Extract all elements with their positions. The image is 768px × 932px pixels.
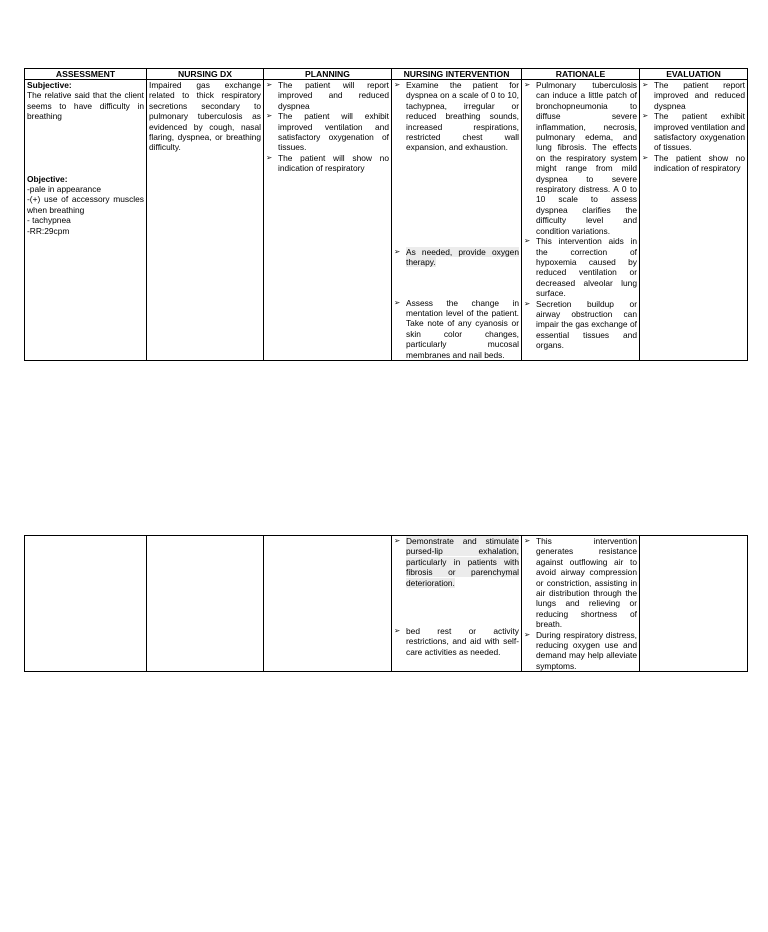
objective-item: -pale in appearance — [27, 184, 102, 195]
intervention-cell — [392, 536, 522, 672]
assessment-cell — [25, 536, 147, 672]
intervention-list — [394, 536, 519, 657]
planning-cell — [264, 536, 392, 672]
objective-item: -(+) use of accessory muscles when breathing — [27, 194, 144, 215]
intervention-item: ➢ Examine the patient for dyspnea on a scale of 0 to 10, tachypnea, irregular or reduced breathing sounds, increased respirations, restricted chest wall expansion, and exhaustion. — [394, 80, 519, 153]
intervention-item: ➢ As needed, provide oxygen therapy. — [394, 247, 519, 268]
rationale-cell — [522, 80, 640, 361]
evaluation-item: ➢ The patient show no indication of respiratory — [642, 153, 745, 174]
objective-item: -RR:29cpm — [27, 225, 70, 236]
evaluation-item: ➢ The patient exhibit improved ventilation and satisfactory oxygenation of tissues. — [642, 111, 745, 153]
objective-item: - tachypnea — [27, 215, 71, 226]
header-nursing-intervention: NURSING INTERVENTION — [392, 69, 522, 80]
objective-label: Objective: — [27, 173, 68, 184]
evaluation-cell — [640, 536, 748, 672]
intervention-item: ➢ Assess the change in mentation level of the patient. Take note of any cyanosis or skin color changes, particularly mucosal membranes and nail beds. — [394, 298, 519, 360]
nursing-dx-cell — [147, 80, 264, 361]
header-row — [25, 69, 748, 80]
intervention-cell — [392, 80, 522, 361]
header-nursing-dx: NURSING DX — [147, 69, 264, 80]
header-rationale: RATIONALE — [522, 69, 640, 80]
planning-cell — [264, 80, 392, 361]
care-plan-table-1 — [24, 68, 748, 361]
assessment-cell — [25, 80, 147, 361]
planning-item: ➢ The patient will exhibit improved ventilation and satisfactory oxygenation of tissues. — [266, 111, 389, 153]
evaluation-item: ➢ The patient report improved and reduced dyspnea — [642, 80, 745, 111]
content-row — [25, 536, 748, 672]
planning-list — [266, 80, 389, 174]
subjective-label: Subjective: — [27, 80, 72, 90]
content-row — [25, 80, 748, 361]
planning-item: ➢ The patient will show no indication of respiratory — [266, 153, 389, 174]
rationale-list — [524, 80, 637, 351]
intervention-item: ➢ Demonstrate and stimulate pursed-lip exhalation, particularly in patients with fibrosis or parenchymal deterioration. — [394, 536, 519, 588]
header-assessment: ASSESSMENT — [25, 69, 147, 80]
rationale-list — [524, 536, 637, 671]
nursing-dx-text: Impaired gas exchange related to thick respiratory secretions secondary to pulmonary tuberculosis as evidenced by cough, nasal flaring, dyspnea, or breathing difficulty. — [149, 80, 261, 153]
evaluation-cell — [640, 80, 748, 361]
evaluation-list — [642, 80, 745, 174]
subjective-text: The relative said that the client seems to have difficulty in breathing — [27, 90, 144, 122]
header-planning: PLANNING — [264, 69, 392, 80]
rationale-item: ➢ This intervention aids in the correction of hypoxemia caused by reduced ventilation or decreased alveolar lung surface. — [524, 236, 637, 298]
intervention-list — [394, 80, 519, 360]
rationale-item: ➢ Pulmonary tuberculosis can induce a little patch of bronchopneumonia to diffuse severe inflammation, necrosis, pulmonary edema, and lung fibrosis. The effects on the respiratory system might range from mild dyspnea to severe respiratory distress. A 0 to 10 scale to assess dyspnea clarifies the difficulty level and condition variations. — [524, 80, 637, 236]
care-plan-table-2 — [24, 535, 748, 672]
rationale-item: ➢ Secretion buildup or airway obstruction can impair the gas exchange of essential tissues and organs. — [524, 299, 637, 351]
rationale-cell — [522, 536, 640, 672]
planning-item: ➢ The patient will report improved and reduced dyspnea — [266, 80, 389, 111]
rationale-item: ➢ During respiratory distress, reducing oxygen use and demand may help alleviate symptoms. — [524, 630, 637, 672]
rationale-item: ➢ This intervention generates resistance against outflowing air to avoid airway compression or constriction, assisting in air distribution through the lungs and relieving or reducing shortness of breath. — [524, 536, 637, 630]
nursing-dx-cell — [147, 536, 264, 672]
intervention-item: ➢ bed rest or activity restrictions, and aid with self-care activities as needed. — [394, 626, 519, 657]
header-evaluation: EVALUATION — [640, 69, 748, 80]
